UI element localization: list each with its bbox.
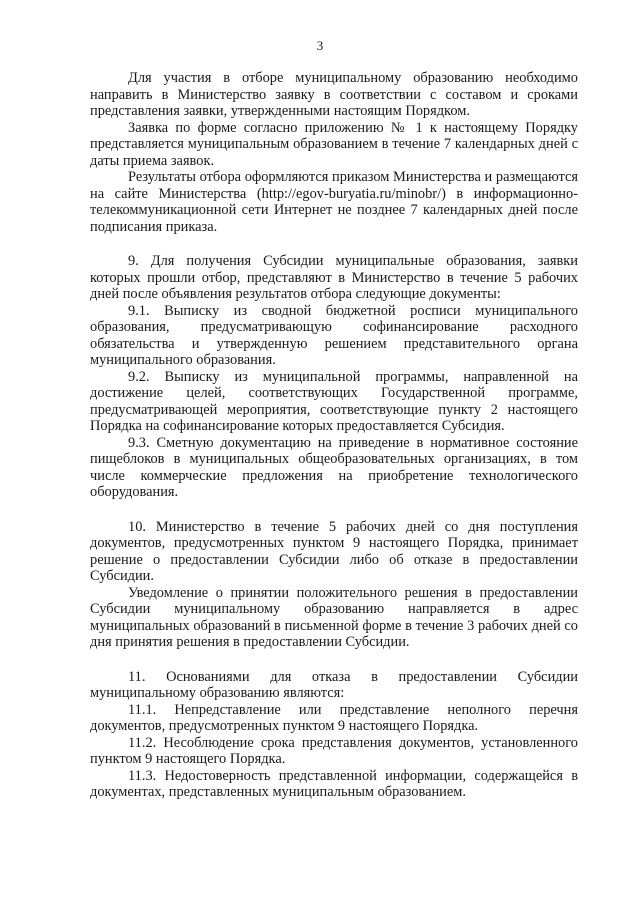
paragraph-selection-results: Результаты отбора оформляются приказом Министерства и размещаются на сайте Министерства (http://egov-buryatia.ru/minobr/) в информационно-телекоммуникационной сети Интернет не позднее 7 календарных дней после подписания приказа. [90,169,578,235]
paragraph-item-9: 9. Для получения Субсидии муниципальные образования, заявки которых прошли отбор, представляют в Министерство в течение 5 рабочих дней после объявления результатов отбора следующие документы: [90,253,578,302]
paragraph-application-submission: Для участия в отборе муниципальному образованию необходимо направить в Министерство заявку в соответствии с составом и сроками представления заявки, утвержденными настоящим Порядком. [90,70,578,119]
paragraph-item-9-2: 9.2. Выписку из муниципальной программы, направленной на достижение целей, соответствующих Государственной программе, предусматривающей мероприятия, соответствующие пункту 2 настоящего Порядка на софинансирование которых предоставляется Субсидия. [90,368,578,434]
paragraph-item-11-3: 11.3. Недостоверность представленной информации, содержащейся в документах, представленных муниципальным образованием. [90,767,578,800]
paragraph-item-11-2: 11.2. Несоблюдение срока представления документов, установленного пунктом 9 настоящего Порядка. [90,734,578,767]
document-body [90,70,578,801]
paragraph-notification: Уведомление о принятии положительного решения в предоставлении Субсидии муниципальному образованию направляется в адрес муниципальных образований в письменной форме в течение 3 рабочих дней со дня принятия решения в предоставлении Субсидии. [90,584,578,650]
paragraph-item-11-1: 11.1. Непредставление или представление неполного перечня документов, предусмотренных пунктом 9 настоящего Порядка. [90,701,578,734]
paragraph-item-9-1: 9.1. Выписку из сводной бюджетной росписи муниципального образования, предусматривающую софинансирование расходного обязательства и утвержденную решением представительного органа муниципального образования. [90,302,578,368]
paragraph-application-form: Заявка по форме согласно приложению № 1 к настоящему Порядку представляется муниципальным образованием в течение 7 календарных дней с даты приема заявок. [90,119,578,169]
paragraph-item-11: 11. Основаниями для отказа в предоставлении Субсидии муниципальному образованию являются: [90,668,578,701]
page-number: 3 [316,38,324,53]
paragraph-item-9-3: 9.3. Сметную документацию на приведение в нормативное состояние пищеблоков в муниципальных общеобразовательных организациях, в том числе коммерческие предложения на приобретение технологического оборудования. [90,434,578,500]
paragraph-item-10: 10. Министерство в течение 5 рабочих дней со дня поступления документов, предусмотренных пунктом 9 настоящего Порядка, принимает решение о предоставлении Субсидии либо об отказе в предоставлении Субсидии. [90,518,578,584]
